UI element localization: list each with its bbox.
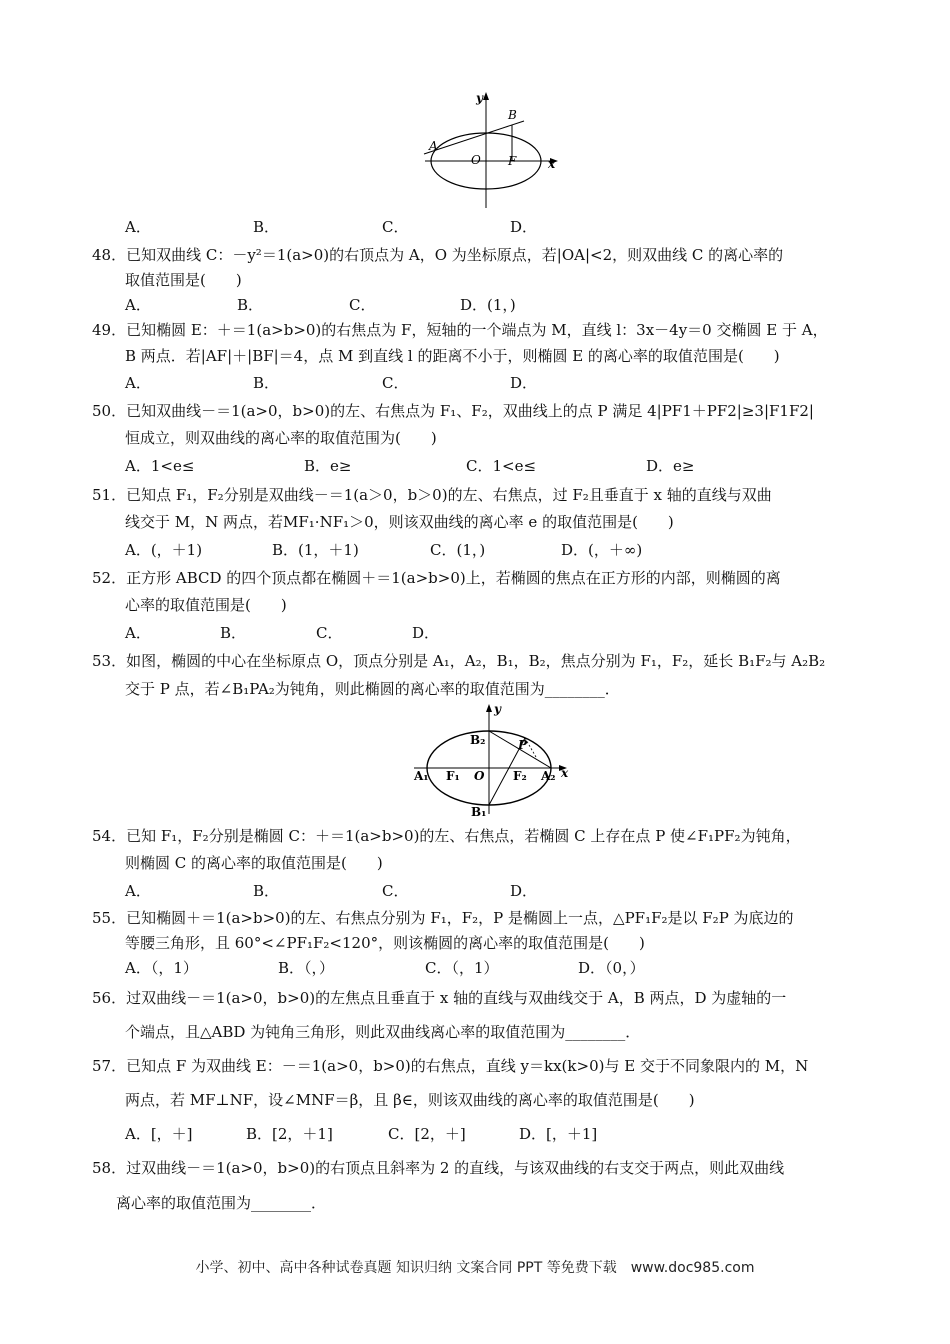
fig2-label-a1: A₁	[414, 769, 429, 783]
q50-option-d: D．e≥	[646, 457, 695, 475]
q50-option-a: A．1<e≤	[125, 457, 195, 475]
q57-option-d: D．[，＋1]	[519, 1125, 598, 1143]
q50-option-b: B．e≥	[304, 457, 352, 475]
fig2-label-f1: F₁	[446, 769, 460, 783]
fig2-label-b2: B₂	[470, 733, 486, 747]
q55-line2: 等腰三角形，且 60°<∠PF₁F₂<120°，则该椭圆的离心率的取值范围是( )	[125, 934, 645, 952]
q57-line2: 两点，若 MF⊥NF，设∠MNF＝β，且 β∈，则该双曲线的离心率的取值范围是( )	[125, 1091, 695, 1109]
q58-line1: 58．过双曲线－＝1(a>0，b>0)的右顶点且斜率为 2 的直线，与该双曲线的右支交于两点，则此双曲线	[92, 1159, 785, 1177]
q52-option-b: B．	[220, 624, 247, 642]
q49-option-c: C．	[382, 374, 409, 392]
q48-line2: 取值范围是( )	[125, 271, 242, 289]
top-option-d: D．	[510, 218, 538, 236]
q48-line1: 48．已知双曲线 C：－y²＝1(a>0)的右顶点为 A，O 为坐标原点，若|OA|<2，则双曲线 C 的离心率的	[92, 246, 784, 264]
q52-line1: 52．正方形 ABCD 的四个顶点都在椭圆＋＝1(a>b>0)上，若椭圆的焦点在正方形的内部，则椭圆的离	[92, 569, 781, 587]
q55-option-b: B．（，）	[278, 959, 335, 977]
q49-option-d: D．	[510, 374, 538, 392]
q51-option-c: C．(1，)	[430, 541, 486, 559]
q53-line1: 53．如图，椭圆的中心在坐标原点 O，顶点分别是 A₁，A₂，B₁，B₂，焦点分别为 F₁，F₂，延长 B₁F₂与 A₂B₂	[92, 652, 826, 670]
q54-line1: 54．已知 F₁，F₂分别是椭圆 C：＋＝1(a>b>0)的左、右焦点，若椭圆 C 上存在点 P 使∠F₁PF₂为钝角，	[92, 827, 801, 845]
fig1-label-a: A	[429, 139, 438, 153]
q49-option-b: B．	[253, 374, 280, 392]
fig2-label-a2: A₂	[541, 769, 556, 783]
q49-option-a: A．	[125, 374, 151, 392]
q57-option-c: C．[2，＋]	[388, 1125, 466, 1143]
fig1-label-y: y	[476, 91, 483, 105]
q52-option-d: D．	[412, 624, 440, 642]
q57-option-b: B．[2，＋1]	[246, 1125, 333, 1143]
q57-line1: 57．已知点 F 为双曲线 E：－＝1(a>0，b>0)的右焦点，直线 y＝kx(k>0)与 E 交于不同象限内的 M，N	[92, 1057, 809, 1075]
q49-line1: 49．已知椭圆 E：＋＝1(a>b>0)的右焦点为 F，短轴的一个端点为 M，直线 l：3x－4y＝0 交椭圆 E 于 A，	[92, 321, 828, 339]
page-footer: 小学、初中、高中各种试卷真题 知识归纳 文案合同 PPT 等免费下载 www.doc985.com	[195, 1260, 755, 1276]
q51-option-d: D．(，＋∞)	[561, 541, 643, 559]
q51-option-a: A．(，＋1)	[125, 541, 203, 559]
fig2-label-f2: F₂	[513, 769, 527, 783]
q54-option-a: A．	[125, 882, 151, 900]
q50-line1: 50．已知双曲线－＝1(a>0，b>0)的左、右焦点为 F₁、F₂，双曲线上的点 P 满足 4|PF1＋PF2|≥3|F1F2|	[92, 402, 814, 420]
q55-option-d: D．（0，）	[578, 959, 645, 977]
fig1-label-f: F	[508, 154, 517, 168]
fig1-label-o: O	[471, 153, 481, 167]
q54-option-b: B．	[253, 882, 280, 900]
q49-line2: B 两点．若|AF|＋|BF|＝4，点 M 到直线 l 的距离不小于，则椭圆 E 的离心率的取值范围是( )	[125, 347, 780, 365]
fig2-label-p: P	[518, 738, 528, 752]
q56-line1: 56．过双曲线－＝1(a>0，b>0)的左焦点且垂直于 x 轴的直线与双曲线交于 A，B 两点，D 为虚轴的一	[92, 989, 787, 1007]
fig1-label-x: x	[548, 157, 556, 171]
figure-ellipse-2	[410, 702, 575, 820]
q51-option-b: B．(1，＋1)	[272, 541, 359, 559]
q48-option-c: C．	[349, 296, 376, 314]
top-option-a: A．	[125, 218, 151, 236]
q55-option-c: C．（，1）	[425, 959, 499, 977]
q53-line2: 交于 P 点，若∠B₁PA₂为钝角，则此椭圆的离心率的取值范围为________．	[125, 680, 620, 698]
q55-line1: 55．已知椭圆＋＝1(a>b>0)的左、右焦点分别为 F₁，F₂，P 是椭圆上一点，△PF₁F₂是以 F₂P 为底边的	[92, 909, 794, 927]
top-option-c: C．	[382, 218, 409, 236]
q54-option-d: D．	[510, 882, 538, 900]
q52-option-a: A．	[125, 624, 151, 642]
fig2-label-o: O	[474, 769, 485, 783]
figure-ellipse-1	[420, 88, 565, 213]
q50-option-c: C．1<e≤	[466, 457, 537, 475]
q51-line2: 线交于 M，N 两点，若MF₁·NF₁＞0，则该双曲线的离心率 e 的取值范围是( )	[125, 513, 674, 531]
q48-option-b: B．	[237, 296, 264, 314]
q50-line2: 恒成立，则双曲线的离心率的取值范围为( )	[125, 429, 437, 447]
q52-option-c: C．	[316, 624, 343, 642]
fig2-label-x: x	[561, 766, 569, 780]
q57-option-a: A．[，＋]	[125, 1125, 193, 1143]
q48-option-d: D．(1，)	[460, 296, 516, 314]
q48-option-a: A．	[125, 296, 151, 314]
fig1-label-b: B	[508, 108, 517, 122]
fig2-label-y: y	[494, 702, 501, 716]
q55-option-a: A．（，1）	[125, 959, 198, 977]
q54-line2: 则椭圆 C 的离心率的取值范围是( )	[125, 854, 383, 872]
top-option-b: B．	[253, 218, 280, 236]
fig2-label-b1: B₁	[471, 805, 487, 819]
q56-line2: 个端点，且△ABD 为钝角三角形，则此双曲线离心率的取值范围为________．	[125, 1023, 641, 1041]
q52-line2: 心率的取值范围是( )	[125, 596, 287, 614]
q51-line1: 51．已知点 F₁，F₂分别是双曲线－＝1(a＞0，b＞0)的左、右焦点，过 F₂且垂直于 x 轴的直线与双曲	[92, 486, 772, 504]
q58-line2: 离心率的取值范围为________．	[116, 1194, 327, 1212]
q54-option-c: C．	[382, 882, 409, 900]
